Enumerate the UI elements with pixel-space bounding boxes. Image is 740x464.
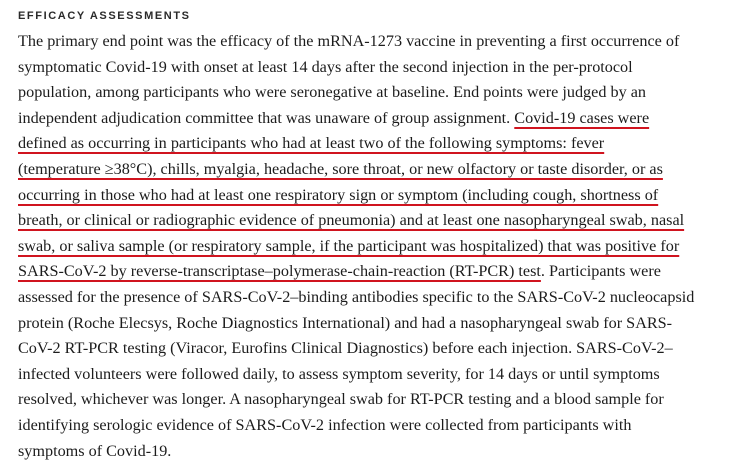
text-line (18, 311, 730, 337)
text-line (18, 55, 730, 81)
text-line (18, 336, 730, 362)
plain-text: independent adjudication committee that was unaware of group assignment. (18, 109, 514, 127)
section-heading: EFFICACY ASSESSMENTS (18, 8, 730, 24)
text-line (18, 208, 730, 234)
text-line (18, 362, 730, 388)
body-paragraph (18, 29, 730, 464)
plain-text: assessed for the presence of SARS-CoV-2–binding antibodies specific to the SARS-CoV-2 nucleocapsid (18, 288, 694, 306)
plain-text: population, among participants who were seronegative at baseline. End points were judged by an (18, 83, 646, 101)
plain-text: . Participants were (541, 262, 661, 280)
highlighted-text: defined as occurring in participants who had at least two of the following symptoms: fever (18, 134, 604, 152)
text-line (18, 259, 730, 285)
text-line (18, 413, 730, 439)
highlighted-text: breath, or clinical or radiographic evidence of pneumonia) and at least one nasopharyngeal swab, nasal (18, 211, 684, 229)
text-line (18, 157, 730, 183)
plain-text: infected volunteers were followed daily, to assess symptom severity, for 14 days or until symptoms (18, 365, 660, 383)
plain-text: symptoms of Covid-19. (18, 442, 171, 460)
text-line (18, 439, 730, 464)
text-line (18, 29, 730, 55)
highlighted-text: Covid-19 cases were (514, 109, 649, 127)
plain-text: identifying serologic evidence of SARS-CoV-2 infection were collected from participants with (18, 416, 631, 434)
plain-text: resolved, whichever was longer. A nasopharyngeal swab for RT-PCR testing and a blood sample for (18, 390, 664, 408)
text-line (18, 285, 730, 311)
article-section (18, 8, 730, 464)
highlighted-text: swab, or saliva sample (or respiratory sample, if the participant was hospitalized) that was positive for (18, 237, 679, 255)
text-line (18, 234, 730, 260)
plain-text: symptomatic Covid-19 with onset at least 14 days after the second injection in the per-protocol (18, 58, 633, 76)
text-line (18, 106, 730, 132)
text-line (18, 131, 730, 157)
text-line (18, 183, 730, 209)
text-line (18, 387, 730, 413)
plain-text: CoV-2 RT-PCR testing (Viracor, Eurofins Clinical Diagnostics) before each injection. SARS-CoV-2– (18, 339, 673, 357)
highlighted-text: (temperature ≥38°C), chills, myalgia, headache, sore throat, or new olfactory or taste disorder, or as (18, 160, 663, 178)
plain-text: protein (Roche Elecsys, Roche Diagnostics International) and had a nasopharyngeal swab for SARS- (18, 314, 672, 332)
highlighted-text: SARS-CoV-2 by reverse-transcriptase–polymerase-chain-reaction (RT-PCR) test (18, 262, 541, 280)
highlighted-text: occurring in those who had at least one respiratory sign or symptom (including cough, shortness of (18, 186, 658, 204)
plain-text: The primary end point was the efficacy of the mRNA-1273 vaccine in preventing a first occurrence of (18, 32, 679, 50)
text-line (18, 80, 730, 106)
